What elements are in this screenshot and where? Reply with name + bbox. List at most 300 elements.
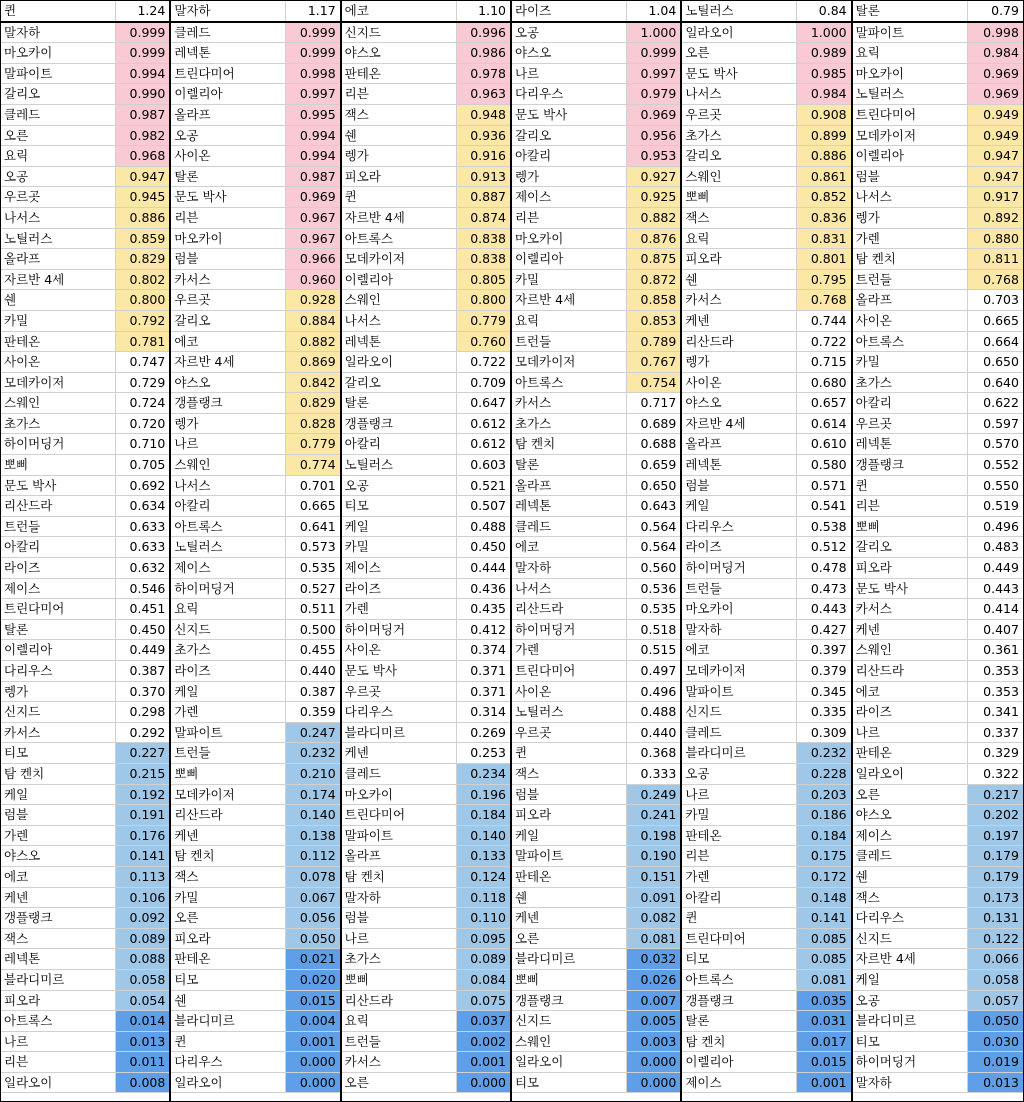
champion-column xyxy=(342,1,512,1101)
table-row xyxy=(1,517,169,538)
opponent-name: 뽀삐 xyxy=(1,455,116,475)
matchup-value: 0.449 xyxy=(983,560,1019,576)
table-row xyxy=(171,43,339,64)
matchup-value: 0.541 xyxy=(810,498,847,514)
opponent-name: 클레드 xyxy=(171,23,286,43)
matchup-value: 0.005 xyxy=(627,1011,680,1031)
matchup-value: 0.232 xyxy=(797,743,850,763)
table-row xyxy=(342,702,510,723)
table-row xyxy=(512,496,680,517)
table-row xyxy=(682,764,850,785)
table-row xyxy=(1,620,169,641)
matchup-value: 0.234 xyxy=(457,764,510,784)
table-row xyxy=(171,290,339,311)
matchup-value: 0.760 xyxy=(457,332,510,352)
table-row xyxy=(682,661,850,682)
opponent-name: 야스오 xyxy=(171,373,286,393)
matchup-value: 0.927 xyxy=(627,167,680,187)
table-row xyxy=(853,599,1023,620)
opponent-name: 우르곳 xyxy=(1,187,116,207)
opponent-name: 레넥톤 xyxy=(342,332,457,352)
matchup-value: 0.692 xyxy=(129,477,166,493)
opponent-name: 이렐리아 xyxy=(512,249,627,269)
table-row xyxy=(171,888,339,909)
matchup-value: 0.309 xyxy=(810,724,847,740)
matchup-value: 0.449 xyxy=(129,642,166,658)
table-row xyxy=(682,558,850,579)
opponent-name: 쉔 xyxy=(1,290,116,310)
opponent-name: 카밀 xyxy=(682,805,797,825)
opponent-name: 쉔 xyxy=(342,126,457,146)
table-row xyxy=(1,991,169,1012)
table-row xyxy=(512,517,680,538)
opponent-name: 퀸 xyxy=(342,187,457,207)
table-row xyxy=(1,393,169,414)
matchup-value: 0.982 xyxy=(116,126,169,146)
table-row xyxy=(682,414,850,435)
matchup-value: 0.026 xyxy=(627,970,680,990)
table-row xyxy=(171,352,339,373)
table-row xyxy=(512,723,680,744)
opponent-name: 가렌 xyxy=(853,229,968,249)
opponent-name: 다리우스 xyxy=(512,84,627,104)
matchup-value: 0.886 xyxy=(116,208,169,228)
table-row xyxy=(682,682,850,703)
table-row xyxy=(1,908,169,929)
matchup-value: 0.633 xyxy=(129,518,166,534)
matchup-value: 0.008 xyxy=(116,1073,169,1093)
matchup-value: 0.056 xyxy=(286,908,339,928)
opponent-name: 카서스 xyxy=(853,599,968,619)
matchup-value: 0.968 xyxy=(116,146,169,166)
matchup-value: 0.066 xyxy=(968,949,1023,969)
matchup-value: 0.614 xyxy=(810,415,847,431)
table-row xyxy=(512,476,680,497)
matchup-value: 0.985 xyxy=(797,64,850,84)
matchup-value: 0.031 xyxy=(797,1011,850,1031)
opponent-name: 마오카이 xyxy=(682,599,797,619)
matchup-value: 0.612 xyxy=(470,436,506,452)
matchup-value: 0.232 xyxy=(286,743,339,763)
matchup-value: 0.314 xyxy=(470,704,506,720)
matchup-value: 0.953 xyxy=(627,146,680,166)
opponent-name: 신지드 xyxy=(342,23,457,43)
matchup-value: 0.999 xyxy=(627,43,680,63)
table-row xyxy=(512,826,680,847)
matchup-value: 1.000 xyxy=(627,23,680,43)
opponent-name: 갱플랭크 xyxy=(171,393,286,413)
table-row xyxy=(342,249,510,270)
opponent-name: 뽀삐 xyxy=(682,187,797,207)
table-row xyxy=(853,991,1023,1012)
table-row xyxy=(342,805,510,826)
matchup-value: 0.015 xyxy=(286,991,339,1011)
matchup-value: 0.535 xyxy=(299,560,336,576)
table-row xyxy=(853,167,1023,188)
matchup-value: 0.361 xyxy=(983,642,1019,658)
matchup-value: 0.496 xyxy=(640,683,677,699)
table-row xyxy=(512,743,680,764)
table-row xyxy=(1,476,169,497)
table-row xyxy=(853,146,1023,167)
matchup-value: 0.032 xyxy=(627,949,680,969)
table-row xyxy=(342,640,510,661)
table-row xyxy=(512,929,680,950)
table-row xyxy=(1,970,169,991)
opponent-name: 오른 xyxy=(1,126,116,146)
opponent-name: 오공 xyxy=(171,126,286,146)
table-row xyxy=(1,537,169,558)
table-row xyxy=(853,764,1023,785)
table-row xyxy=(853,1011,1023,1032)
table-row xyxy=(853,929,1023,950)
table-row xyxy=(682,1032,850,1053)
matchup-value: 0.768 xyxy=(968,270,1023,290)
opponent-name: 스웨인 xyxy=(1,393,116,413)
table-row xyxy=(342,764,510,785)
matchup-value: 0.527 xyxy=(299,580,336,596)
matchup-value: 0.768 xyxy=(797,290,850,310)
table-row xyxy=(512,23,680,44)
opponent-name: 라이즈 xyxy=(682,537,797,557)
opponent-name: 트린다미어 xyxy=(853,105,968,125)
table-row xyxy=(342,970,510,991)
matchup-value: 0.689 xyxy=(640,415,677,431)
matchup-value: 0.987 xyxy=(286,167,339,187)
opponent-name: 올라프 xyxy=(512,476,627,496)
table-row xyxy=(853,105,1023,126)
opponent-name: 카서스 xyxy=(682,290,797,310)
matchup-value: 0.014 xyxy=(116,1011,169,1031)
opponent-name: 나르 xyxy=(512,64,627,84)
opponent-name: 제이스 xyxy=(512,187,627,207)
table-row xyxy=(512,991,680,1012)
opponent-name: 갱플랭크 xyxy=(682,991,797,1011)
table-row xyxy=(342,1073,510,1094)
table-row xyxy=(853,249,1023,270)
matchup-value: 0.374 xyxy=(470,642,506,658)
matchup-value: 0.050 xyxy=(968,1011,1023,1031)
matchup-value: 0.078 xyxy=(286,867,339,887)
table-row xyxy=(853,723,1023,744)
matchup-value: 0.175 xyxy=(797,846,850,866)
opponent-name: 나서스 xyxy=(853,187,968,207)
matchup-value: 0.341 xyxy=(983,704,1019,720)
table-row xyxy=(342,43,510,64)
table-row xyxy=(512,537,680,558)
matchup-value: 0.190 xyxy=(627,846,680,866)
table-row xyxy=(853,352,1023,373)
matchup-value: 0.928 xyxy=(286,290,339,310)
matchup-value: 0.792 xyxy=(116,311,169,331)
matchup-value: 0.789 xyxy=(627,332,680,352)
champion-column xyxy=(682,1,852,1101)
opponent-name: 클레드 xyxy=(682,723,797,743)
opponent-name: 이렐리아 xyxy=(342,270,457,290)
matchup-value: 0.203 xyxy=(797,785,850,805)
opponent-name: 신지드 xyxy=(682,702,797,722)
opponent-name: 아트록스 xyxy=(853,332,968,352)
opponent-name: 신지드 xyxy=(171,620,286,640)
matchup-value: 0.546 xyxy=(129,580,166,596)
opponent-name: 이렐리아 xyxy=(682,1052,797,1072)
opponent-name: 잭스 xyxy=(342,105,457,125)
table-row xyxy=(512,682,680,703)
table-row xyxy=(171,373,339,394)
opponent-name: 갱플랭크 xyxy=(342,414,457,434)
matchup-value: 0.999 xyxy=(116,43,169,63)
matchup-value: 0.337 xyxy=(983,724,1019,740)
table-row xyxy=(342,373,510,394)
table-row xyxy=(1,579,169,600)
matchup-value: 0.781 xyxy=(116,332,169,352)
table-row xyxy=(682,126,850,147)
matchup-value: 0.210 xyxy=(286,764,339,784)
table-row xyxy=(342,105,510,126)
matchup-value: 0.754 xyxy=(627,373,680,393)
opponent-name: 야스오 xyxy=(682,393,797,413)
matchup-value: 0.774 xyxy=(286,455,339,475)
matchup-value: 0.013 xyxy=(968,1073,1023,1093)
matchup-value: 0.443 xyxy=(983,580,1019,596)
table-row xyxy=(1,1052,169,1073)
table-row xyxy=(171,187,339,208)
table-row xyxy=(682,785,850,806)
matchup-value: 0.805 xyxy=(457,270,510,290)
opponent-name: 리산드라 xyxy=(853,661,968,681)
table-row xyxy=(171,455,339,476)
table-row xyxy=(512,64,680,85)
opponent-name: 잭스 xyxy=(171,867,286,887)
champion-column xyxy=(1,1,171,1101)
matchup-value: 0.440 xyxy=(299,663,336,678)
table-row xyxy=(512,187,680,208)
matchup-value: 0.643 xyxy=(640,498,677,514)
table-row xyxy=(171,558,339,579)
opponent-name: 문도 박사 xyxy=(512,105,627,125)
opponent-name: 문도 박사 xyxy=(171,187,286,207)
matchup-value: 0.999 xyxy=(286,43,339,63)
matchup-value: 0.838 xyxy=(457,229,510,249)
table-row xyxy=(342,929,510,950)
table-row xyxy=(342,414,510,435)
table-row xyxy=(171,537,339,558)
matchup-value: 0.500 xyxy=(299,621,336,637)
matchup-value: 0.744 xyxy=(810,312,847,328)
column-header xyxy=(512,1,680,23)
opponent-name: 피오라 xyxy=(342,167,457,187)
matchup-value: 0.133 xyxy=(457,846,510,866)
opponent-name: 잭스 xyxy=(512,764,627,784)
opponent-name: 쉔 xyxy=(682,270,797,290)
table-row xyxy=(853,455,1023,476)
table-row xyxy=(853,558,1023,579)
matchup-value: 0.550 xyxy=(983,477,1019,493)
opponent-name: 트런들 xyxy=(171,743,286,763)
table-row xyxy=(342,579,510,600)
table-row xyxy=(853,682,1023,703)
table-row xyxy=(682,1073,850,1094)
table-row xyxy=(682,167,850,188)
matchup-value: 0.984 xyxy=(968,43,1023,63)
table-row xyxy=(512,455,680,476)
opponent-name: 나서스 xyxy=(1,208,116,228)
table-row xyxy=(1,23,169,44)
table-row xyxy=(171,270,339,291)
table-row xyxy=(512,805,680,826)
matchup-value: 0.887 xyxy=(457,187,510,207)
table-row xyxy=(512,414,680,435)
opponent-name: 하이머딩거 xyxy=(682,558,797,578)
opponent-name: 올라프 xyxy=(342,846,457,866)
matchup-value: 0.443 xyxy=(810,601,847,617)
table-row xyxy=(171,414,339,435)
table-row xyxy=(342,476,510,497)
matchup-value: 0.092 xyxy=(116,908,169,928)
opponent-name: 마오카이 xyxy=(171,229,286,249)
opponent-name: 탐 켄치 xyxy=(171,846,286,866)
opponent-name: 이렐리아 xyxy=(853,146,968,166)
matchup-value: 0.989 xyxy=(797,43,850,63)
opponent-name: 사이온 xyxy=(682,373,797,393)
opponent-name: 케넨 xyxy=(853,620,968,640)
opponent-name: 다리우스 xyxy=(171,1052,286,1072)
table-row xyxy=(171,743,339,764)
table-row xyxy=(853,743,1023,764)
table-row xyxy=(512,846,680,867)
opponent-name: 사이온 xyxy=(853,311,968,331)
table-row xyxy=(1,1011,169,1032)
table-row xyxy=(342,167,510,188)
opponent-name: 오른 xyxy=(171,908,286,928)
matchup-value: 0.085 xyxy=(797,949,850,969)
opponent-name: 판테온 xyxy=(342,64,457,84)
opponent-name: 트린다미어 xyxy=(512,661,627,681)
matchup-value: 0.075 xyxy=(457,991,510,1011)
table-row xyxy=(1,105,169,126)
matchup-value: 0.173 xyxy=(968,888,1023,908)
opponent-name: 나르 xyxy=(342,929,457,949)
table-row xyxy=(512,167,680,188)
opponent-name: 우르곳 xyxy=(682,105,797,125)
matchup-value: 0.884 xyxy=(286,311,339,331)
table-row xyxy=(853,785,1023,806)
opponent-name: 제이스 xyxy=(342,558,457,578)
table-row xyxy=(171,311,339,332)
opponent-name: 갈리오 xyxy=(512,126,627,146)
table-row xyxy=(171,640,339,661)
column-score: 0.79 xyxy=(991,3,1019,18)
opponent-name: 트런들 xyxy=(1,517,116,537)
table-row xyxy=(682,702,850,723)
matchup-value: 0.084 xyxy=(457,970,510,990)
table-row xyxy=(512,208,680,229)
opponent-name: 트린다미어 xyxy=(682,929,797,949)
table-row xyxy=(171,661,339,682)
matchup-value: 0.838 xyxy=(457,249,510,269)
table-row xyxy=(682,517,850,538)
table-row xyxy=(853,126,1023,147)
column-score: 1.10 xyxy=(478,3,506,18)
table-row xyxy=(512,785,680,806)
opponent-name: 쉔 xyxy=(853,867,968,887)
table-row xyxy=(171,1032,339,1053)
opponent-name: 신지드 xyxy=(1,702,116,722)
table-row xyxy=(512,373,680,394)
matchup-value: 0.767 xyxy=(627,352,680,372)
opponent-name: 케넨 xyxy=(512,908,627,928)
opponent-name: 초가스 xyxy=(171,640,286,660)
opponent-name: 트런들 xyxy=(342,1032,457,1052)
opponent-name: 티모 xyxy=(853,1032,968,1052)
matchup-value: 0.017 xyxy=(797,1032,850,1052)
matchup-value: 0.899 xyxy=(797,126,850,146)
opponent-name: 제이스 xyxy=(1,579,116,599)
matchup-value: 0.387 xyxy=(129,663,166,678)
matchup-value: 0.001 xyxy=(286,1032,339,1052)
matchup-value: 0.936 xyxy=(457,126,510,146)
table-row xyxy=(1,1032,169,1053)
matchup-value: 0.717 xyxy=(640,395,677,411)
matchup-value: 0.570 xyxy=(983,436,1019,452)
opponent-name: 판테온 xyxy=(853,743,968,763)
matchup-value: 0.095 xyxy=(457,929,510,949)
opponent-name: 레넥톤 xyxy=(1,949,116,969)
opponent-name: 노틸러스 xyxy=(1,229,116,249)
opponent-name: 자르반 4세 xyxy=(512,290,627,310)
table-row xyxy=(682,949,850,970)
opponent-name: 문도 박사 xyxy=(342,661,457,681)
opponent-name: 마오카이 xyxy=(512,229,627,249)
table-row xyxy=(512,311,680,332)
opponent-name: 블라디미르 xyxy=(682,743,797,763)
matchup-value: 0.478 xyxy=(810,560,847,576)
matchup-value: 0.184 xyxy=(797,826,850,846)
matchup-value: 1.000 xyxy=(797,23,850,43)
table-row xyxy=(1,558,169,579)
opponent-name: 블라디미르 xyxy=(512,949,627,969)
matchup-value: 0.892 xyxy=(968,208,1023,228)
table-row xyxy=(853,888,1023,909)
matchup-value: 0.269 xyxy=(470,724,506,740)
table-row xyxy=(342,867,510,888)
matchup-value: 0.196 xyxy=(457,785,510,805)
opponent-name: 탐 켄치 xyxy=(682,1032,797,1052)
matchup-value: 0.011 xyxy=(116,1052,169,1072)
table-row xyxy=(342,455,510,476)
table-row xyxy=(171,805,339,826)
table-row xyxy=(171,970,339,991)
matchup-value: 0.969 xyxy=(286,187,339,207)
table-row xyxy=(171,434,339,455)
matchup-value: 0.191 xyxy=(116,805,169,825)
table-row xyxy=(342,84,510,105)
matchup-value: 0.112 xyxy=(286,846,339,866)
opponent-name: 케넨 xyxy=(171,826,286,846)
table-row xyxy=(171,949,339,970)
opponent-name: 리산드라 xyxy=(171,805,286,825)
table-row xyxy=(512,620,680,641)
table-row xyxy=(1,167,169,188)
opponent-name: 리산드라 xyxy=(512,599,627,619)
table-row xyxy=(512,764,680,785)
matchup-value: 0.872 xyxy=(627,270,680,290)
opponent-name: 뽀삐 xyxy=(853,517,968,537)
matchup-value: 0.247 xyxy=(286,723,339,743)
table-row xyxy=(342,23,510,44)
table-row xyxy=(853,640,1023,661)
table-row xyxy=(342,723,510,744)
